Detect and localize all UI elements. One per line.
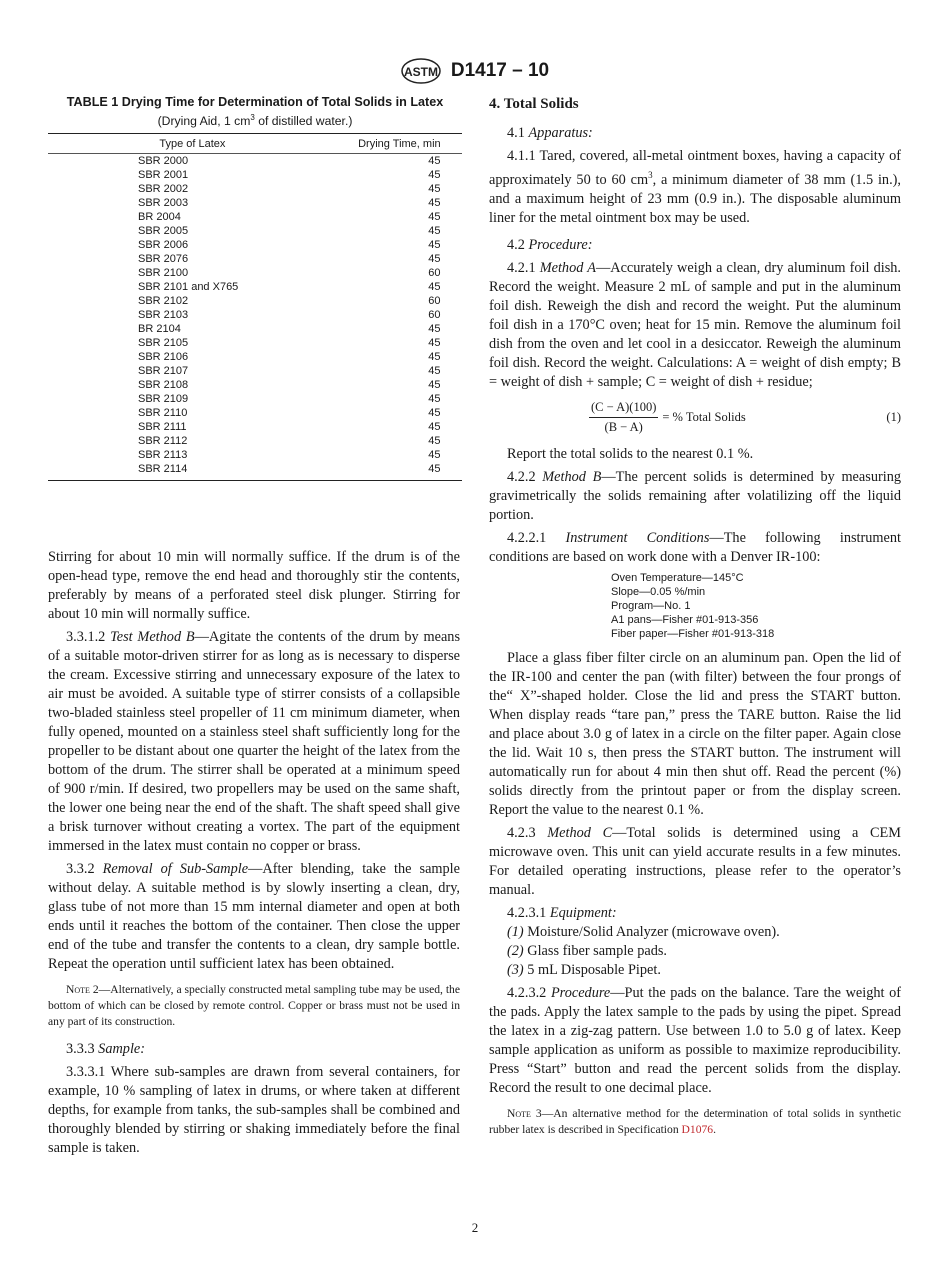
table-row <box>48 210 462 224</box>
d1076-link[interactable]: D1076 <box>681 1122 714 1136</box>
latex-type: SBR 2108 <box>138 379 189 392</box>
table-row <box>48 392 462 406</box>
drying-time: 60 <box>428 295 441 308</box>
latex-type: BR 2004 <box>138 211 181 224</box>
drying-time: 45 <box>428 379 441 392</box>
table-row <box>48 238 462 252</box>
equipment-item: (3) 5 mL Disposable Pipet. <box>507 961 661 978</box>
latex-type: SBR 2101 and X765 <box>138 281 239 294</box>
table-row <box>48 252 462 266</box>
paragraph-4-2-3-1: 4.2.3.1 Equipment: <box>507 904 617 921</box>
drying-time: 45 <box>428 365 441 378</box>
note-3: Note 3—An alternative method for the determination of total solids in synthetic rubber latex is described in Specification D1076. <box>489 1106 901 1136</box>
equation-1: $\frac{(C - A)(100)}{(B - A)}$ = % Total Solids (1) <box>591 399 901 434</box>
col-header-type: Type of Latex <box>48 134 337 154</box>
latex-type: SBR 2002 <box>138 183 189 196</box>
table-row <box>48 420 462 434</box>
latex-type: SBR 2006 <box>138 239 189 252</box>
latex-type: SBR 2005 <box>138 225 189 238</box>
paragraph: Report the total solids to the nearest 0.1 %. <box>507 445 754 462</box>
drying-time: 45 <box>428 183 441 196</box>
table-row <box>48 294 462 308</box>
drying-time: 45 <box>428 407 441 420</box>
table-row <box>48 280 462 294</box>
paragraph-4-2: 4.2 Procedure: <box>507 236 593 253</box>
drying-time: 45 <box>428 337 441 350</box>
drying-time: 60 <box>428 267 441 280</box>
left-column <box>48 548 460 1162</box>
paragraph-4-2-2: 4.2.2 Method B—The percent solids is determined by measuring gravimetrically the solids remaining after volatilizing off the liquid portion. <box>489 468 901 523</box>
paragraph: Place a glass fiber filter circle on an aluminum pan. Open the lid of the IR-100 and center the pan (with filter) between the four prongs of the“ X”-shaped holder. Close the lid and press the START button. When display reads “tare pan,” press the TARE button. Raise the lid and place about 3.0 g of latex in a circle on the filter paper. Again close the lid. Wait 10 s, then press the START button. The instrument will automatically run for about 4 min then shut off. Read the percent (%) solids directly from the printout paper or from the display screen. Report the value to the nearest 0.1 %. <box>489 649 901 818</box>
drying-time: 45 <box>428 239 441 252</box>
page-header <box>0 58 950 84</box>
table-caption: TABLE 1 Drying Time for Determination of Total Solids in Latex <box>66 95 444 109</box>
paragraph-4-1: 4.1 Apparatus: <box>507 125 593 141</box>
paragraph-3-3-2: 3.3.2 Removal of Sub-Sample—After blending, take the sample without delay. A suitable method is by slowly inserting a clean, dry, glass tube of not more than 15 mm internal diameter and open at both ends until it reaches the bottom of the container. Then close the upper end of the tube and transfer the contents to a clean, dry sample bottle. Repeat the operation until sufficient latex has been obtained. <box>48 861 461 972</box>
latex-type: SBR 2103 <box>138 309 189 322</box>
table-row <box>48 308 462 322</box>
drying-time-table <box>48 133 462 481</box>
table-row <box>48 224 462 238</box>
drying-time: 45 <box>428 323 441 336</box>
table-row <box>48 448 462 462</box>
latex-type: SBR 2000 <box>138 155 189 168</box>
table-row <box>48 266 462 280</box>
latex-type: SBR 2111 <box>138 421 187 434</box>
drying-time: 45 <box>428 351 441 364</box>
drying-time: 45 <box>428 225 441 238</box>
svg-text:ASTM: ASTM <box>403 65 438 79</box>
latex-type: SBR 2003 <box>138 197 189 210</box>
latex-type: SBR 2105 <box>138 337 189 350</box>
paragraph-4-1-1: 4.1.1 Tared, covered, all-metal ointment boxes, having a capacity of approximately 50 to 60 $cm^3$, a minimum diameter of 38 mm (1.5 in.), and a maximum height of 23 mm (0.9 in.). The disposable aluminum liner for the metal ointment box may be used. <box>489 148 901 226</box>
latex-type: SBR 2107 <box>138 365 189 378</box>
note-2: Note 2—Alternatively, a specially constructed metal sampling tube may be used, the bottom of which can be closed by remote control. Copper or brass must not be used in any part of its construction. <box>48 983 461 1028</box>
equipment-item: (1) Moisture/Solid Analyzer (microwave oven). <box>507 923 780 940</box>
table-row <box>48 462 462 481</box>
paragraph-3-3-3: 3.3.3 Sample: <box>66 1041 146 1057</box>
latex-type: SBR 2102 <box>138 295 189 308</box>
table-row <box>48 336 462 350</box>
drying-time: 45 <box>428 197 441 210</box>
table-row <box>48 322 462 336</box>
table-row <box>48 406 462 420</box>
table-subcaption: (Drying Aid, 1 $cm^3$ of distilled water.) <box>157 113 353 129</box>
paragraph-4-2-3-2: 4.2.3.2 Procedure—Put the pads on the balance. Tare the weight of the pads. Apply the latex sample to the pads by using the pipet. Spread the latex in a zig-zag pattern. Use between 1.0 to 5.0 g of latex. Keep sample application as uniform as possible to maximize reproducibility. Press “Start” button and read the percent solids from the display. Record the result to one decimal place. <box>489 984 901 1096</box>
latex-type: SBR 2076 <box>138 253 189 266</box>
right-column <box>489 95 901 1148</box>
paragraph-3-3-1-2: 3.3.1.2 Test Method B—Agitate the contents of the drum by means of a suitable motor-driven stirrer for as long as is necessary to disperse the cream. Excessive stirring and unnecessary exposure of the latex to air must be avoided. A suitable type of stirrer consists of a collapsible two-bladed stainless steel propeller of 11 cm minimum diameter, when fully opened, mounted on a stainless steel shaft sufficiently long for the propeller to be distant about one quarter the height of the latex from the bottom of the drum. The stirrer shall be operated at a minimum speed of 900 r/min. If desired, two propellers may be used on the same shaft, the lower one being near the end of the shaft. The shaft speed shall give a brisk turnover without creating a vortex. The part of the equipment immersed in the latex must contain no copper or brass. <box>48 629 461 854</box>
designation: D1417 – 10 <box>450 60 550 81</box>
latex-type: SBR 2100 <box>138 267 189 280</box>
paragraph: Stirring for about 10 min will normally suffice. If the drum is of the open-head type, remove the end head and thoroughly stir the contents, preferably by means of a perforated steel disk plunger. Stirring for about 10 min will normally suffice. <box>48 549 460 622</box>
col-header-time: Drying Time, min <box>337 134 462 154</box>
drying-time: 45 <box>428 211 441 224</box>
table-row <box>48 378 462 392</box>
drying-time: 45 <box>428 281 441 294</box>
section-heading: 4. Total Solids <box>489 96 579 112</box>
latex-type: SBR 2110 <box>138 407 188 420</box>
latex-type: SBR 2112 <box>138 435 188 448</box>
drying-time: 45 <box>428 435 441 448</box>
paragraph-4-2-2-1: 4.2.2.1 Instrument Conditions—The following instrument conditions are based on work done with a Denver IR-100: <box>489 529 902 565</box>
drying-time: 60 <box>428 309 441 322</box>
drying-time: 45 <box>428 421 441 434</box>
latex-type: SBR 2109 <box>138 393 189 406</box>
instrument-conditions: Oven Temperature—145°C Slope—0.05 %/min Program—No. 1 A1 pans—Fisher #01-913-356 Fiber paper—Fisher #01-913-318 <box>611 571 775 640</box>
paragraph-4-2-1: 4.2.1 Method A—Accurately weigh a clean, dry aluminum foil dish. Record the weight. Measure 2 mL of sample and put in the aluminum foil dish. Reweigh the dish and record the weight. Put the aluminum foil dish in a 170°C oven; heat for 15 min. Remove the aluminum foil dish from the oven and let cool in a desiccator. Reweigh the aluminum foil dish. Record the weight. Calculations: A = weight of dish empty; B = weight of dish + sample; C = weight of dish + residue; <box>489 259 901 390</box>
drying-time: 45 <box>428 169 441 182</box>
latex-type: SBR 2114 <box>48 462 337 481</box>
drying-time: 45 <box>428 393 441 406</box>
paragraph-4-2-3: 4.2.3 Method C—Total solids is determined using a CEM microwave oven. This unit can yield accurate results in a few minutes. For detailed operating instructions, please refer to the operator’s manual. <box>489 824 901 898</box>
table-row <box>48 182 462 196</box>
drying-time: 45 <box>428 155 441 168</box>
page-number: 2 <box>471 1220 479 1235</box>
latex-type: SBR 2001 <box>138 169 189 182</box>
table-row <box>48 434 462 448</box>
drying-time: 45 <box>428 449 441 462</box>
equipment-item: (2) Glass fiber sample pads. <box>507 942 668 959</box>
paragraph-3-3-3-1: 3.3.3.1 Where sub-samples are drawn from several containers, for example, 10 % sampling of latex in drums, or where taken at different depths, for example from tanks, the sub-samples shall be combined and thoroughly blended by stirring or shaking immediately before the final sample is taken. <box>48 1064 460 1156</box>
latex-type: BR 2104 <box>138 323 181 336</box>
astm-logo-icon <box>401 58 441 84</box>
table-row <box>48 168 462 182</box>
table-row <box>48 196 462 210</box>
drying-time: 45 <box>428 253 441 266</box>
table-row <box>48 364 462 378</box>
table-row <box>48 154 462 169</box>
drying-time: 45 <box>337 462 462 481</box>
table-row <box>48 350 462 364</box>
latex-type: SBR 2113 <box>138 449 188 462</box>
latex-type: SBR 2106 <box>138 351 189 364</box>
table-1 <box>48 95 462 481</box>
